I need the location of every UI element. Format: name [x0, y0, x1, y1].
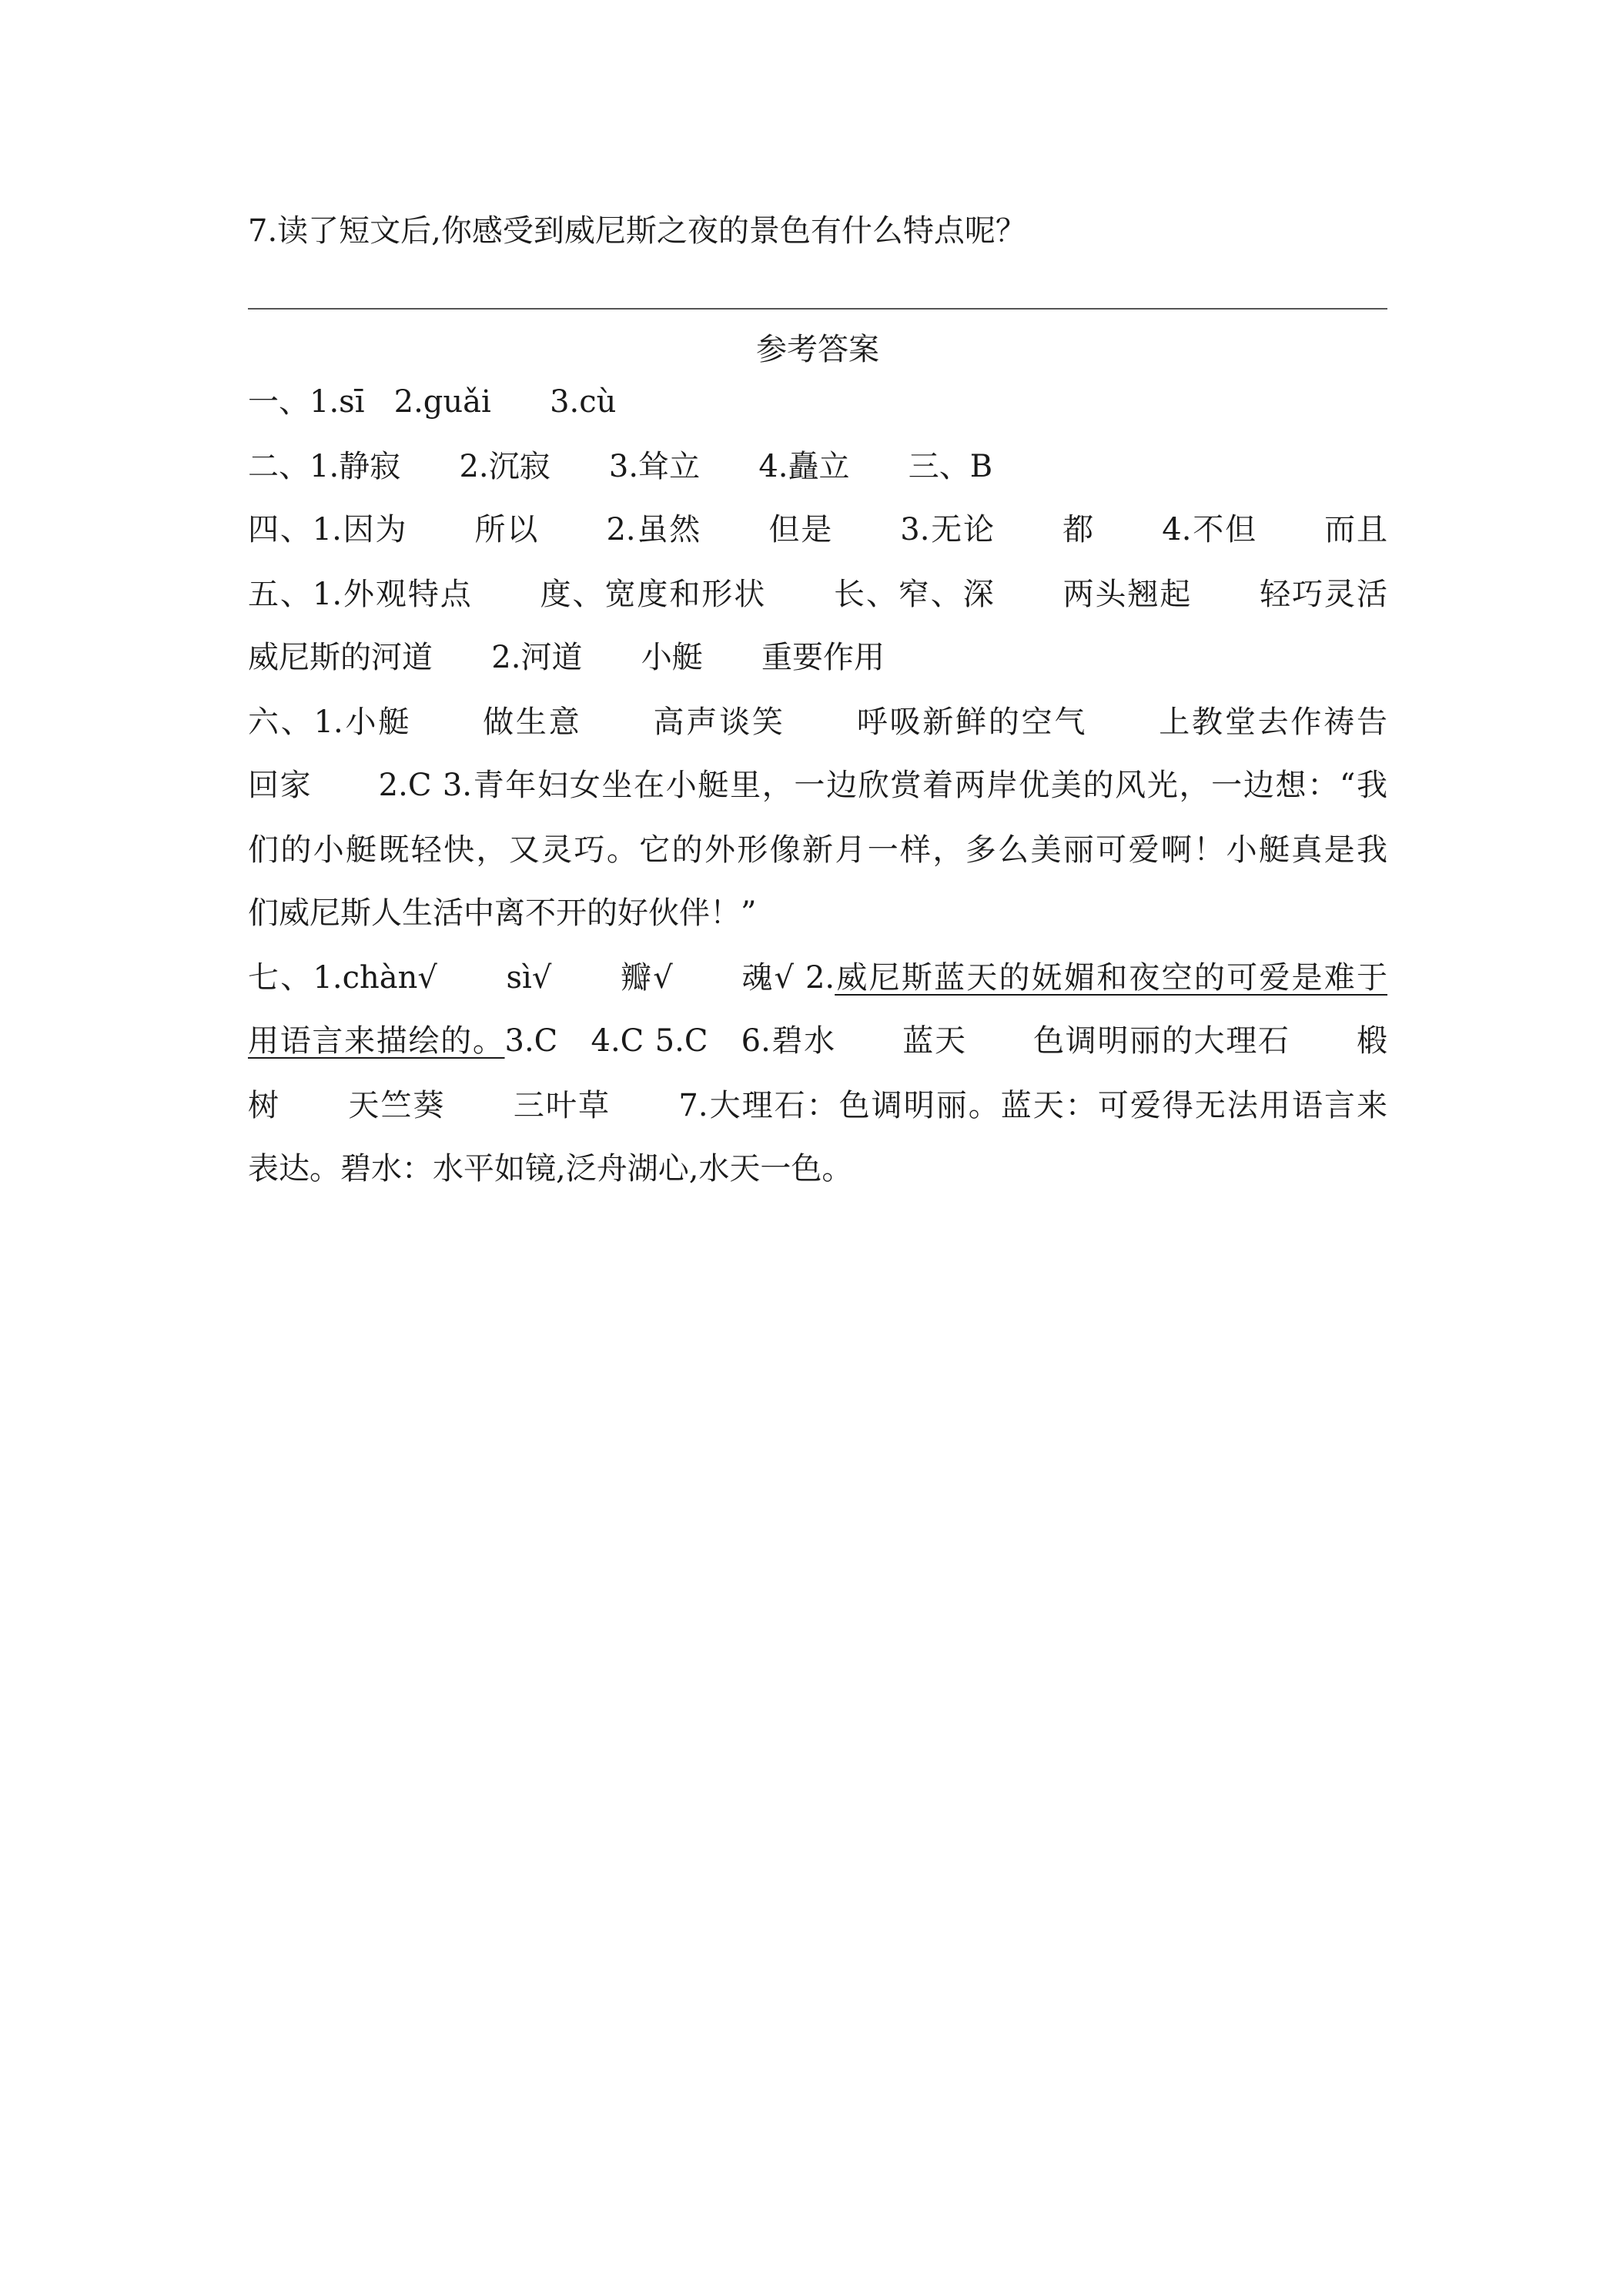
answer-line-4: 五、1.外观特点 度、宽度和形状 长、窄、深 两头翘起 轻巧灵活: [248, 577, 1387, 612]
answer-line-7: 回家 2.C 3.青年妇女坐在小艇里，一边欣赏着两岸优美的风光，一边想：“我: [248, 768, 1387, 803]
answer-line-13: 表达。碧水：水平如镜,泛舟湖心,水天一色。: [248, 1151, 853, 1186]
underlined-answer-part-1: 威尼斯蓝天的妩媚和夜空的可爱是难于: [835, 960, 1387, 996]
underlined-answer-part-2: 用语言来描绘的。: [248, 1023, 505, 1059]
answer-line-11-suffix: 3.C 4.C 5.C 6.碧水 蓝天 色调明丽的大理石 椴: [504, 1023, 1388, 1059]
answer-line-10-prefix: 七、1.chàn√ sì√ 瓣√ 魂√ 2.: [248, 960, 835, 996]
answer-line-1: 一、1.sī 2.guǎi 3.cù: [248, 384, 617, 420]
answer-line-12: 树 天竺葵 三叶草 7.大理石：色调明丽。蓝天：可爱得无法用语言来: [248, 1088, 1387, 1123]
answer-line-8: 们的小艇既轻快，又灵巧。它的外形像新月一样，多么美丽可爱啊！小艇真是我: [248, 832, 1387, 868]
answer-line-9: 们威尼斯人生活中离不开的好伙伴！”: [248, 895, 757, 931]
answer-line-3: 四、1.因为 所以 2.虽然 但是 3.无论 都 4.不但 而且: [248, 512, 1387, 547]
section-divider: [248, 308, 1387, 310]
answer-line-11: [248, 1019, 1387, 1063]
answer-line-10: [248, 956, 1387, 999]
answer-line-5: 威尼斯的河道 2.河道 小艇 重要作用: [248, 640, 885, 675]
answer-line-6: 六、1.小艇 做生意 高声谈笑 呼吸新鲜的空气 上教堂去作祷告: [248, 705, 1387, 740]
question-7: 7.读了短文后,你感受到威尼斯之夜的景色有什么特点呢？: [248, 213, 1026, 249]
answer-line-2: 二、1.静寂 2.沉寂 3.耸立 4.矗立 三、B: [248, 449, 993, 484]
answers-heading: 参考答案: [756, 332, 879, 367]
